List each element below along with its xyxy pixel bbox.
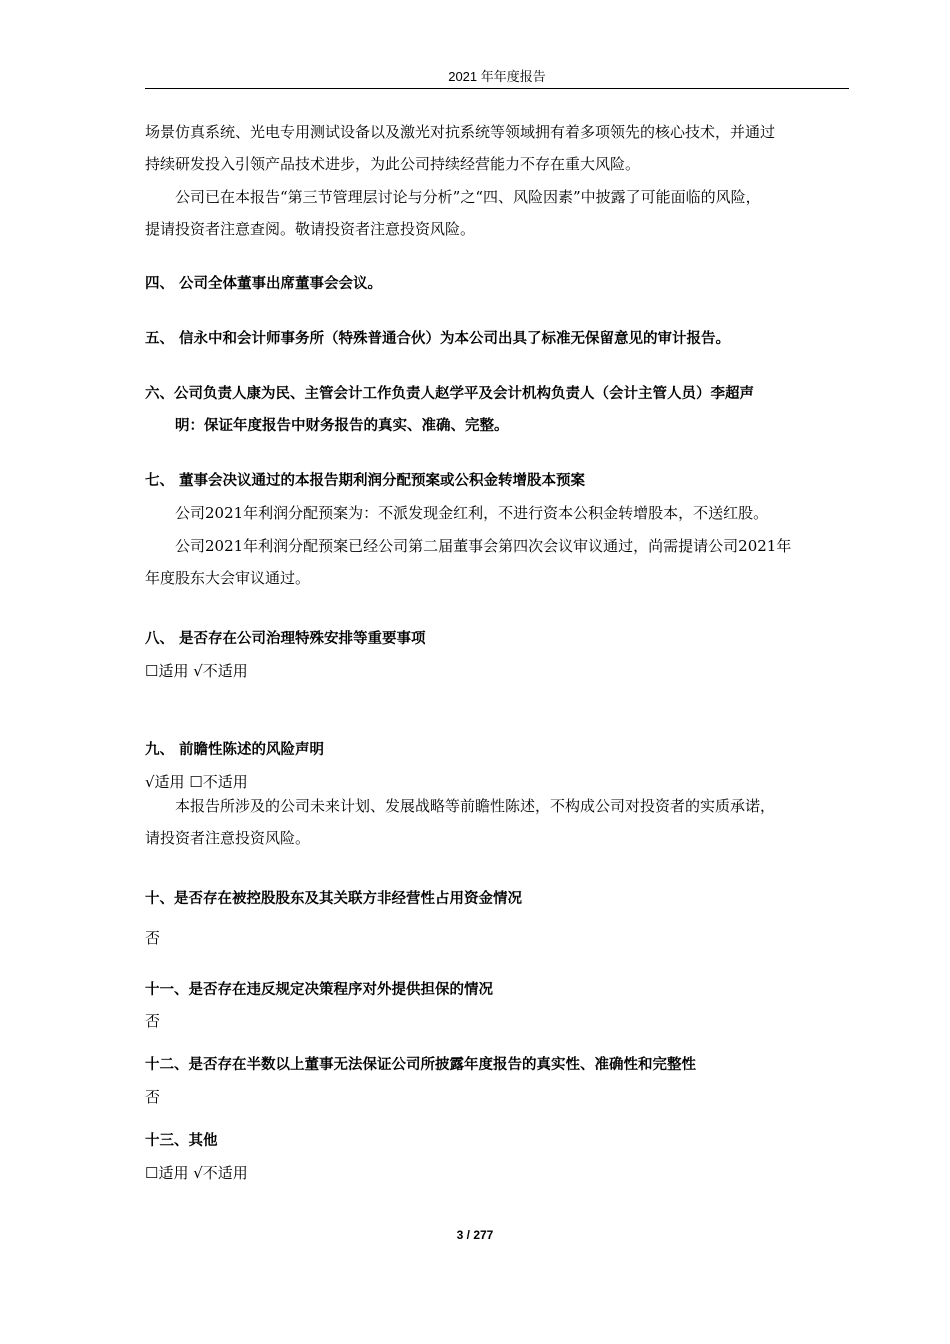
- section-heading-12: 十二、是否存在半数以上董事无法保证公司所披露年度报告的真实性、准确性和完整性: [145, 1057, 696, 1073]
- paragraph-line: 请投资者注意投资风险。: [145, 829, 311, 847]
- page-number: 3 / 277: [456, 1228, 494, 1242]
- paragraph-line: 公司已在本报告“第三节管理层讨论与分析”之“四、风险因素”中披露了可能面临的风险，: [175, 188, 761, 206]
- applicability-choice: √适用 ☐不适用: [145, 773, 248, 791]
- section-heading-13: 十三、其他: [145, 1133, 218, 1149]
- answer-text: 否: [145, 929, 161, 947]
- section-heading-8: 八、 是否存在公司治理特殊安排等重要事项: [145, 631, 426, 647]
- section-heading-7: 七、 董事会决议通过的本报告期利润分配预案或公积金转增股本预案: [145, 473, 586, 489]
- paragraph-line: 年度股东大会审议通过。: [145, 569, 311, 587]
- paragraph-line: 公司2021年利润分配预案为：不派发现金红利，不进行资本公积金转增股本，不送红股。: [175, 504, 769, 522]
- section-heading-6-cont: 明：保证年度报告中财务报告的真实、准确、完整。: [175, 418, 509, 434]
- section-heading-4: 四、 公司全体董事出席董事会会议。: [145, 276, 383, 292]
- paragraph-line: 提请投资者注意查阅。敬请投资者注意投资风险。: [145, 220, 476, 238]
- paragraph-line: 本报告所涉及的公司未来计划、发展战略等前瞻性陈述，不构成公司对投资者的实质承诺，: [175, 797, 776, 815]
- page-header: 2021 年年度报告: [448, 69, 546, 84]
- paragraph-line: 公司2021年利润分配预案已经公司第二届董事会第四次会议审议通过，尚需提请公司2021年: [175, 537, 792, 555]
- section-heading-5: 五、 信永中和会计师事务所（特殊普通合伙）为本公司出具了标准无保留意见的审计报告。: [145, 331, 731, 347]
- section-heading-6: 六、公司负责人康为民、主管会计工作负责人赵学平及会计机构负责人（会计主管人员）李超声: [145, 386, 754, 402]
- section-heading-10: 十、是否存在被控股股东及其关联方非经营性占用资金情况: [145, 891, 522, 907]
- applicability-choice: ☐适用 √不适用: [145, 1164, 248, 1182]
- paragraph-line: 场景仿真系统、光电专用测试设备以及激光对抗系统等领域拥有着多项领先的核心技术，并通过: [145, 123, 776, 141]
- section-heading-9: 九、 前瞻性陈述的风险声明: [145, 742, 325, 758]
- answer-text: 否: [145, 1088, 161, 1106]
- section-heading-11: 十一、是否存在违反规定决策程序对外提供担保的情况: [145, 982, 493, 998]
- header-divider: [145, 88, 849, 89]
- answer-text: 否: [145, 1012, 161, 1030]
- applicability-choice: ☐适用 √不适用: [145, 662, 248, 680]
- paragraph-line: 持续研发投入引领产品技术进步，为此公司持续经营能力不存在重大风险。: [145, 155, 641, 173]
